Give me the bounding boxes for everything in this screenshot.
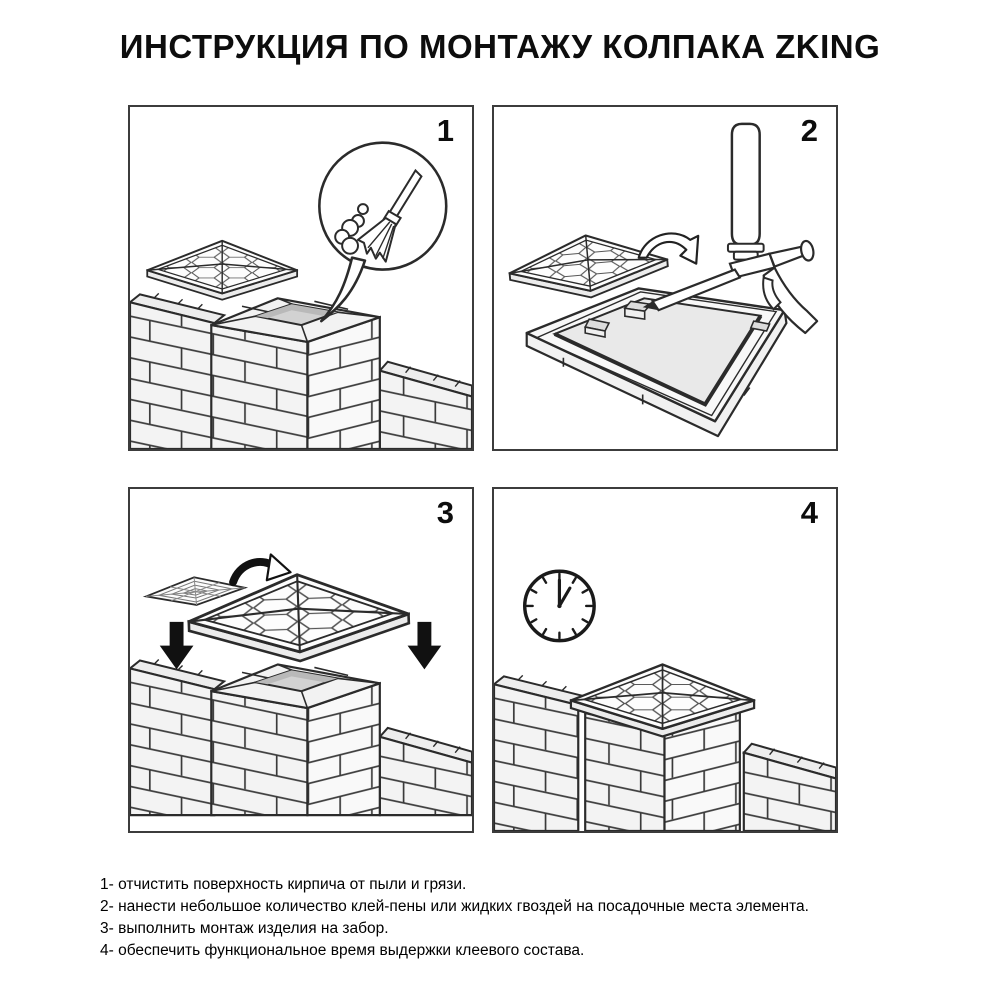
brick-wall-right bbox=[380, 362, 472, 449]
step-panel-1 bbox=[128, 105, 474, 451]
note-line-1: 1- отчистить поверхность кирпича от пыли и грязи. bbox=[100, 876, 467, 893]
brick-scene bbox=[130, 660, 472, 816]
brick-wall-left bbox=[130, 293, 224, 449]
step3-illustration bbox=[130, 489, 472, 831]
brick-wall-right bbox=[744, 744, 836, 831]
glue-canister bbox=[732, 124, 760, 245]
cap-upside-down-tray bbox=[527, 288, 787, 436]
step-panel-3 bbox=[128, 487, 474, 833]
chimney-cap-floating bbox=[147, 241, 297, 300]
step-number-3: 3 bbox=[436, 495, 454, 530]
instruction-notes bbox=[100, 874, 809, 962]
note-line-2: 2- нанести небольшое количество клей-пены или жидких гвоздей на посадочные места элемента. bbox=[100, 898, 809, 915]
page-title: ИНСТРУКЦИЯ ПО МОНТАЖУ КОЛПАКА ZKING bbox=[119, 28, 881, 65]
step4-illustration bbox=[494, 489, 836, 831]
brick-pillar bbox=[211, 298, 380, 449]
step-number-2: 2 bbox=[800, 113, 818, 148]
step-number-1: 1 bbox=[436, 113, 454, 148]
note-line-4: 4- обеспечить функциональное время выдержки клеевого состава. bbox=[100, 942, 585, 959]
step2-illustration bbox=[494, 107, 836, 449]
down-arrow-icon-right bbox=[408, 622, 442, 670]
clock-icon bbox=[525, 571, 594, 640]
step-panel-4 bbox=[492, 487, 838, 833]
flip-arrow-icon bbox=[233, 554, 290, 582]
note-line-3: 3- выполнить монтаж изделия на забор. bbox=[100, 920, 389, 937]
step1-illustration bbox=[130, 107, 472, 449]
step-number-4: 4 bbox=[800, 495, 818, 530]
step-panel-2 bbox=[492, 105, 838, 451]
